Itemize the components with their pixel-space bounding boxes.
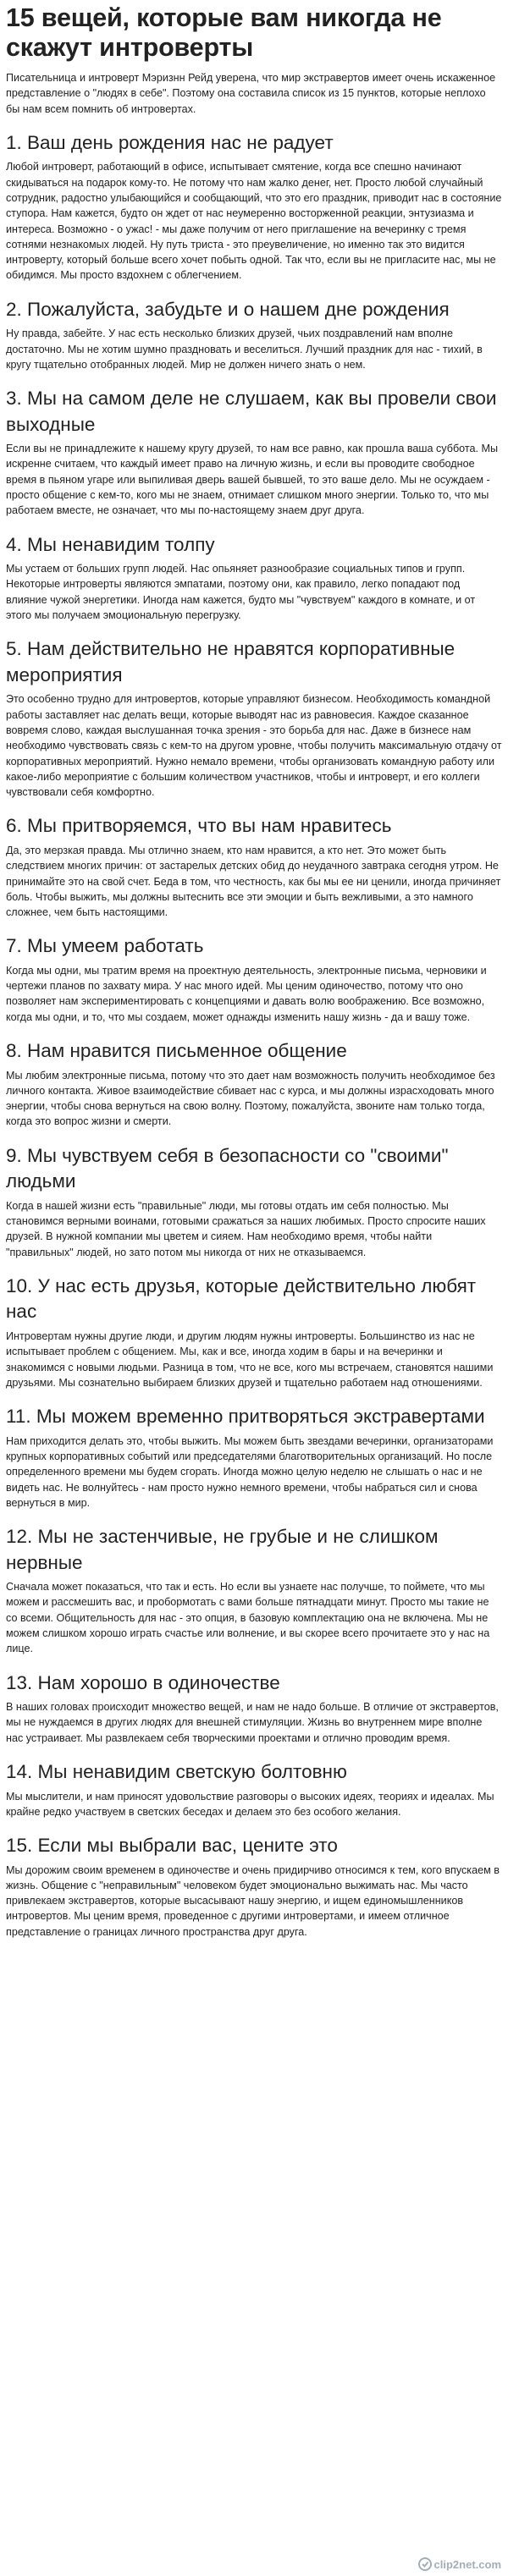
section-text: Сначала может показаться, что так и есть. Но если вы узнаете нас получше, то поймете, что мы можем и рассмешить вас, и пробормотать с вами больше пятнадцати минут. Просто мы такие не со всеми. Общительность для нас - это опция, в базовую комплектацию она не включена. Мы не можем слишком хорошо играть счастье или волнение, и вы скорее всего прочитаете это у нас на лице.: [6, 1581, 490, 1655]
clip2net-logo-icon: [418, 2557, 432, 2571]
section-heading: 5. Нам действительно не нравятся корпоративные мероприятия: [6, 638, 456, 685]
list-item: [6, 1524, 502, 1656]
section-heading: 14. Мы ненавидим светскую болтовню: [6, 1761, 347, 1782]
list-item: [6, 1759, 502, 1819]
section-heading: 8. Нам нравится письменное общение: [6, 1040, 347, 1062]
section-text: Любой интроверт, работающий в офисе, испытывает смятение, когда все спешно начинают скидываться на подарок кому-то. Не потому что нам жалко денег, нет. Просто любой случайный сотрудник, радостно улыбающийся и сообщающий, что это его праздник, приводит нас в состояние ступора. Нам кажется, будто он ждет от нас неумеренно восторженной реакции, энтузиазма и интереса. Возможно - о ужас! - мы даже получим от него приглашение на вечеринку с тремя сотнями незнакомых людей. Ну путь триста - это преувеличение, но именно так это видится интроверту, который больше всего хочет побыть одной. Так что, если вы не пригласите нас, мы не обидимся. Мы просто вздохнем с облегчением.: [6, 161, 502, 282]
section-heading: 1. Ваш день рождения нас не радует: [6, 131, 334, 153]
section-heading: 12. Мы не застенчивые, не грубые и не слишком нервные: [6, 1526, 439, 1573]
list-item: [6, 1671, 502, 1746]
section-heading: 4. Мы ненавидим толпу: [6, 533, 215, 555]
section-text: Когда мы одни, мы тратим время на проектную деятельность, электронные письма, черновики и чертежи планов по захвату мира. У нас много идей. Мы ценим одиночество, потому что оно позволяет нам экспериментировать с концепциями и давать волю воображению. Все возможно, когда мы одни, и то, что мы создаем, может однажды изменить нашу жизнь - да и вашу тоже.: [6, 964, 487, 1023]
list-item: [6, 1038, 502, 1130]
list-item: [6, 813, 502, 920]
list-item: [6, 1274, 502, 1390]
section-text: Ну правда, забейте. У нас есть несколько близких друзей, чьих поздравлений нам вполне достаточно. Мы не хотим шумно праздновать и веселиться. Лучший праздник для нас - тихий, в кругу тщательно отобранных людей. Мир не должен ничего знать о нем.: [6, 328, 483, 371]
section-text: Мы любим электронные письма, потому что это дает нам возможность получить необходимое без личного контакта. Живое взаимодействие сбивает нас с курса, и мы должны израсходовать много энергии, чтобы снова вернуться на свою волну. Поэтому, пожалуйста, звоните нам только тогда, когда это вопрос жизни и смерти.: [6, 1069, 495, 1128]
section-heading: 11. Мы можем временно притворяться экстравертами: [6, 1406, 485, 1428]
list-item: [6, 130, 502, 283]
article-title: 15 вещей, которые вам никогда не скажут интроверты: [6, 3, 442, 62]
section-heading: 2. Пожалуйста, забудьте и о нашем дне рождения: [6, 298, 450, 320]
watermark-text: clip2net.com: [433, 2557, 501, 2571]
section-heading: 9. Мы чувствуем себя в безопасности со "своими" людьми: [6, 1144, 449, 1192]
section-text: В наших головах происходит множество вещей, и нам не надо больше. В отличие от экстравертов, мы не нуждаемся в других людях для внешней стимуляции. Жизнь во внутреннем мире вполне нас устраивает. Мы развлекаем себя творческими проектами и отлично проводим время.: [6, 1701, 499, 1744]
section-heading: 3. Мы на самом деле не слушаем, как вы провели свои выходные: [6, 388, 497, 435]
section-heading: 10. У нас есть друзья, которые действительно любят нас: [6, 1274, 477, 1323]
list-item: [6, 1833, 502, 1940]
section-text: Мы дорожим своим временем в одиночестве и очень придирчиво относимся к тем, кого впускаем в жизнь. Общение с "неправильным" человеком будет эмоционально выжимать нас. Мы часто привлекаем экстравертов, которые высасывают нашу энергию, и ищем единомышленников интровертов. Мы ценим время, проведенное с другими интровертами, и имеем отличное представление о границах личного пространства друг друга.: [6, 1863, 500, 1938]
list-item: [6, 1143, 502, 1260]
section-heading: 15. Если мы выбрали вас, цените это: [6, 1835, 338, 1857]
clip2net-watermark: [418, 2557, 501, 2571]
section-text: Это особенно трудно для интровертов, которые управляют бизнесом. Необходимость командной работы заставляет нас делать вещи, которые выводят нас из равновесия. Каждое сказанное вовремя слово, каждая выслушанная точка зрения - это борьба для нас. Даже в бизнесе нам необходимо чувствовать связь с кем-то на другом уровне, чтобы получить максимальную отдачу от корпоративных мероприятий. Нужно немало времени, чтобы организовать командную работу или какое-либо мероприятие с большим количеством участников, чтобы и интроверт, и его коллеги чувствовали себя комфортно.: [6, 693, 502, 799]
list-item: [6, 532, 502, 624]
section-text: Мы мыслители, и нам приносят удовольствие разговоры о высоких идеях, теориях и идеалах. Мы крайне редко участвуем в светских беседах и делаем это без особого желания.: [6, 1790, 494, 1818]
section-heading: 13. Нам хорошо в одиночестве: [6, 1671, 280, 1693]
list-item: [6, 636, 502, 800]
list-item: [6, 297, 502, 372]
list-item: [6, 1404, 502, 1511]
section-text: Нам приходится делать это, чтобы выжить. Мы можем быть звездами вечеринки, организаторами крупных корпоративных событий или председателями благотворительных организаций. Но после определенного времени мы будем сгорать. Иногда можно целую неделю не слышать о нас и не видеть нас. Не волнуйтесь - нам просто нужно немного времени, чтобы набраться сил и снова вернуться в мир.: [6, 1434, 494, 1509]
section-text: Мы устаем от больших групп людей. Нас опьяняет разнообразие социальных типов и групп. Некоторые интроверты являются эмпатами, поэтому они, как правило, легко попадают под влияние чужой энергетики. Иногда нам кажется, будто мы "чувствуем" каждого в комнате, и от этого мы получаем эмоциональную перегрузку.: [6, 563, 476, 622]
section-text: Да, это мерзкая правда. Мы отлично знаем, кто нам нравится, а кто нет. Это может быть следствием многих причин: от застарелых детских обид до неудачного завтрака сегодня утром. Не принимайте это на свой счет. Беда в том, что честность, как бы мы ее ни ценили, иногда причиняет боль. Чтобы выжить, мы должны вытеснить все эти эмоции и быть вежливыми, а это намного сложнее, чем быть настоящими.: [6, 844, 501, 919]
list-item: [6, 933, 502, 1025]
section-text: Интровертам нужны другие люди, и другим людям нужны интроверты. Большинство из нас не испытывает проблем с общением. Мы, как и все, иногда ходим в бары и на вечеринки и знакомимся с новыми людьми. Разница в том, что не все, кого мы встречаем, становятся нашими друзьями. Мы сознательно выбираем близких друзей и тщательно работаем над отношениями.: [6, 1329, 494, 1389]
section-text: Если вы не принадлежите к нашему кругу друзей, то нам все равно, как прошла ваша суббота. Мы искренне считаем, что каждый имеет право на личную жизнь, и если вы проводите свободное время в пьяном угаре или выпиливая дверь вашей бывшей, то это ваше дело. Мы не осуждаем - просто общение с кем-то, кого мы не знаем, отнимает слишком много энергии. Только то, что мы работаем вместе, не означает, что мы по-настоящему знаем друг друга.: [6, 443, 499, 517]
section-text: Когда в нашей жизни есть "правильные" люди, мы готовы отдать им себя полностью. Мы становимся верными воинами, готовыми сражаться за наших любимых. Просто спросите наших друзей. В нужной компании мы цветем и сияем. Нам необходимо время, чтобы найти "правильных" людей, но зато потом мы никогда от них не отказываемся.: [6, 1199, 486, 1258]
section-heading: 6. Мы притворяемся, что вы нам нравитесь: [6, 815, 392, 837]
section-heading: 7. Мы умеем работать: [6, 935, 204, 957]
article-intro: Писательница и интроверт Мэризнн Рейд уверена, что мир экстравертов имеет очень искаженное представление о "людях в себе". Поэтому она составила список из 15 пунктов, которые неплохо бы нам всем помнить об интровертах.: [6, 72, 496, 115]
article-sections: [6, 130, 502, 1940]
list-item: [6, 386, 502, 518]
